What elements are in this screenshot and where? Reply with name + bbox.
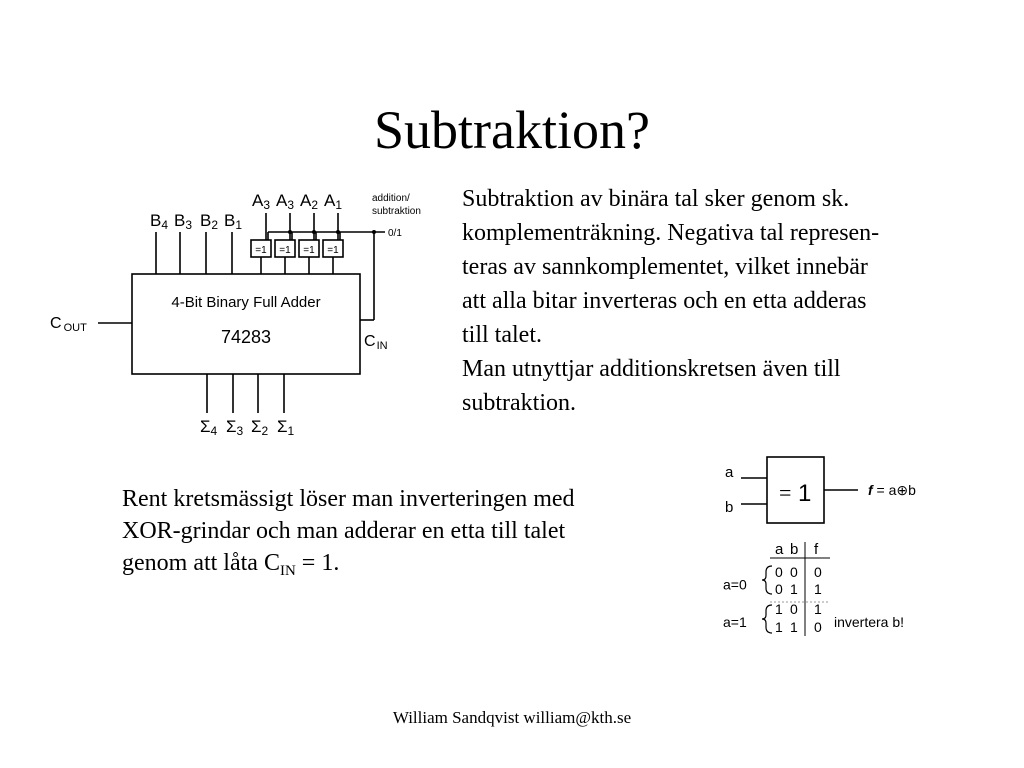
text-left-line-3-prefix: genom att låta C xyxy=(122,550,280,576)
text-left-line-2: XOR-grindar och man adderar en etta till talet xyxy=(122,518,566,544)
xor-label-3: =1 xyxy=(303,245,315,256)
truth-table-header: f xyxy=(814,541,819,558)
b-input-label: B2 xyxy=(200,211,219,232)
truth-table-cell: 0 xyxy=(790,601,798,617)
truth-table-cell: 0 xyxy=(814,619,822,635)
b-input-label: B4 xyxy=(150,211,169,232)
truth-table-cell: 0 xyxy=(790,564,798,580)
xor-output: f = a⊕b xyxy=(868,482,916,498)
text-left-line-3-suffix: = 1. xyxy=(295,550,340,576)
text-right-line-2: komplementräkning. Negativa tal represen- xyxy=(462,220,880,246)
adder-block-title: 4-Bit Binary Full Adder xyxy=(171,294,321,311)
truth-table-cell: 1 xyxy=(790,581,798,597)
a-input-label: A2 xyxy=(300,191,319,212)
truth-table-header: a xyxy=(775,541,784,558)
xor-input-b: b xyxy=(725,499,734,516)
a-input-label: A3 xyxy=(276,191,295,212)
truth-table-header: b xyxy=(790,541,799,558)
truth-table-cell: 1 xyxy=(814,581,822,597)
truth-table-cell: 1 xyxy=(790,619,798,635)
truth-table-note: invertera b! xyxy=(834,614,905,630)
sum-output-label: Σ3 xyxy=(226,417,244,438)
control-label-2: subtraktion xyxy=(372,206,421,217)
truth-table-cell: 0 xyxy=(775,581,783,597)
control-label-1: addition/ xyxy=(372,193,410,204)
sum-output-label: Σ4 xyxy=(200,417,218,438)
text-right-line-7: subtraktion. xyxy=(462,390,576,416)
sum-output-label: Σ1 xyxy=(277,417,295,438)
a-input-label: A3 xyxy=(252,191,271,212)
truth-table-cell: 1 xyxy=(775,619,783,635)
xor-input-a: a xyxy=(725,464,734,481)
text-right-line-4: att alla bitar inverteras och en etta adderas xyxy=(462,288,867,314)
xor-label-1: =1 xyxy=(255,245,267,256)
xor-gate-eq: = xyxy=(779,480,792,505)
truth-table-group-label: a=0 xyxy=(723,576,747,593)
truth-table-group-label: a=1 xyxy=(723,614,747,630)
b-input-label: B3 xyxy=(174,211,193,232)
adder-block-part: 74283 xyxy=(220,327,272,347)
sum-output-label: Σ2 xyxy=(251,417,269,438)
truth-table-cell: 0 xyxy=(775,564,783,580)
text-right-line-1: Subtraktion av binära tal sker genom sk. xyxy=(462,186,850,212)
text-left-line-1: Rent kretsmässigt löser man inverteringen med xyxy=(122,486,575,512)
text-right-line-5: till talet. xyxy=(462,322,542,348)
xor-label-4: =1 xyxy=(327,245,339,256)
slide-title: Subtraktion? xyxy=(374,100,650,160)
text-right-line-6: Man utnyttjar additionskretsen även till xyxy=(462,356,841,382)
cout-label: C $_{OUT}$ xyxy=(50,315,87,334)
xor-gate-one: 1 xyxy=(798,480,812,507)
cin-label: $C_{IN}$ xyxy=(364,333,388,352)
truth-table-cell: 0 xyxy=(814,564,822,580)
xor-label-2: =1 xyxy=(279,245,291,256)
truth-table-cell: 1 xyxy=(775,601,783,617)
b-input-label: B1 xyxy=(224,211,243,232)
xor-gate xyxy=(767,457,824,523)
cin-subscript: IN xyxy=(279,563,296,579)
text-right-line-3: teras av sannkomplementet, vilket innebär xyxy=(462,254,868,280)
footer: William Sandqvist william@kth.se xyxy=(392,708,632,727)
control-value: 0/1 xyxy=(388,228,402,239)
a-input-label: A1 xyxy=(324,191,343,212)
truth-table-cell: 1 xyxy=(814,601,822,617)
